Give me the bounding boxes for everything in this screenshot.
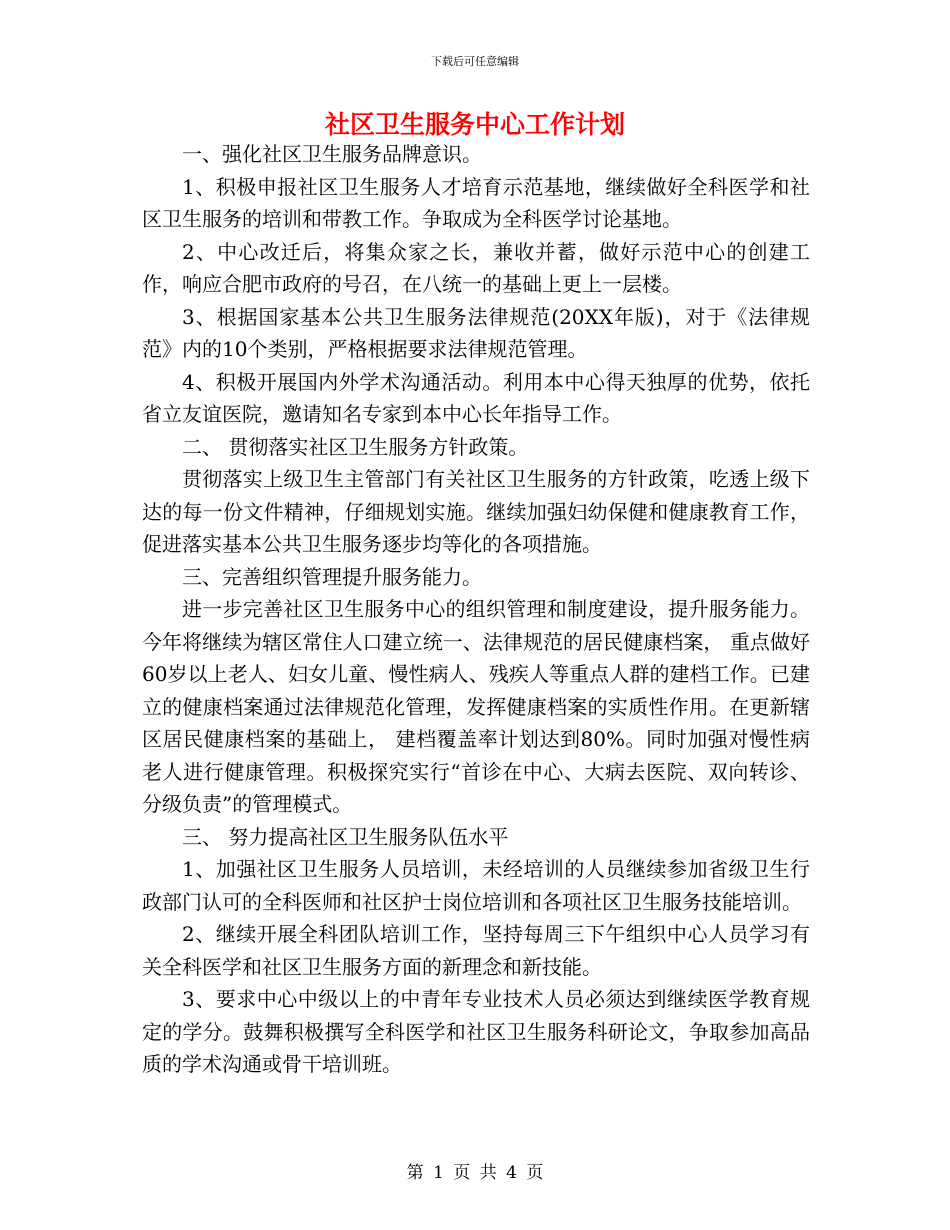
document-body bbox=[142, 138, 810, 1081]
paragraph: 3、要求中心中级以上的中青年专业技术人员必须达到继续医学教育规定的学分。鼓舞积极撰写全科医学和社区卫生服务科研论文，争取参加高品质的学术沟通或骨干培训班。 bbox=[142, 987, 810, 1076]
page-footer: 第 1 页 共 4 页 bbox=[406, 1163, 544, 1183]
section-heading-1: 一、强化社区卫生服务品牌意识。 bbox=[182, 142, 482, 166]
paragraph: 1、加强社区卫生服务人员培训，未经培训的人员继续参加省级卫生行政部门认可的全科医师和社区护士岗位培训和各项社区卫生服务技能培训。 bbox=[142, 857, 810, 914]
section-heading-4: 三、 努力提高社区卫生服务队伍水平 bbox=[182, 824, 509, 849]
paragraph: 2、中心改迁后，将集众家之长，兼收并蓄，做好示范中心的创建工作，响应合肥市政府的号召，在八统一的基础上更上一层楼。 bbox=[142, 239, 810, 296]
paragraph: 2、继续开展全科团队培训工作，坚持每周三下午组织中心人员学习有关全科医学和社区卫生服务方面的新理念和新技能。 bbox=[142, 922, 810, 979]
paragraph: 贯彻落实上级卫生主管部门有关社区卫生服务的方针政策，吃透上级下达的每一份文件精神，仔细规划实施。继续加强妇幼保健和健康教育工作，促进落实基本公共卫生服务逐步均等化的各项措施。 bbox=[142, 467, 810, 556]
section-heading-2: 二、 贯彻落实社区卫生服务方针政策。 bbox=[182, 434, 529, 459]
document-title: 社区卫生服务中心工作计划 bbox=[324, 110, 625, 139]
paragraph: 1、积极申报社区卫生服务人才培育示范基地，继续做好全科医学和社区卫生服务的培训和带教工作。争取成为全科医学讨论基地。 bbox=[142, 174, 810, 231]
paragraph: 4、积极开展国内外学术沟通活动。利用本中心得天独厚的优势，依托省立友谊医院，邀请知名专家到本中心长年指导工作。 bbox=[142, 369, 810, 426]
paragraph: 进一步完善社区卫生服务中心的组织管理和制度建设，提升服务能力。今年将继续为辖区常住人口建立统一、法律规范的居民健康档案， 重点做好60岁以上老人、妇女儿童、慢性病人、残疾人等重点人群的建档工作。已建立的健康档案通过法律规范化管理，发挥健康档案的实质性作用。在更新辖区居民健康档案的基础上， 建档覆盖率计划达到80%。同时加强对慢性病老人进行健康管理。积极探究实行“首诊在中心、大病去医院、双向转诊、分级负责”的管理模式。 bbox=[142, 597, 810, 816]
paragraph: 3、根据国家基本公共卫生服务法律规范(20XX年版)，对于《法律规范》内的10个类别，严格根据要求法律规范管理。 bbox=[142, 304, 810, 361]
header-note: 下载后可任意编辑 bbox=[431, 55, 519, 68]
section-heading-3: 三、完善组织管理提升服务能力。 bbox=[182, 564, 482, 589]
